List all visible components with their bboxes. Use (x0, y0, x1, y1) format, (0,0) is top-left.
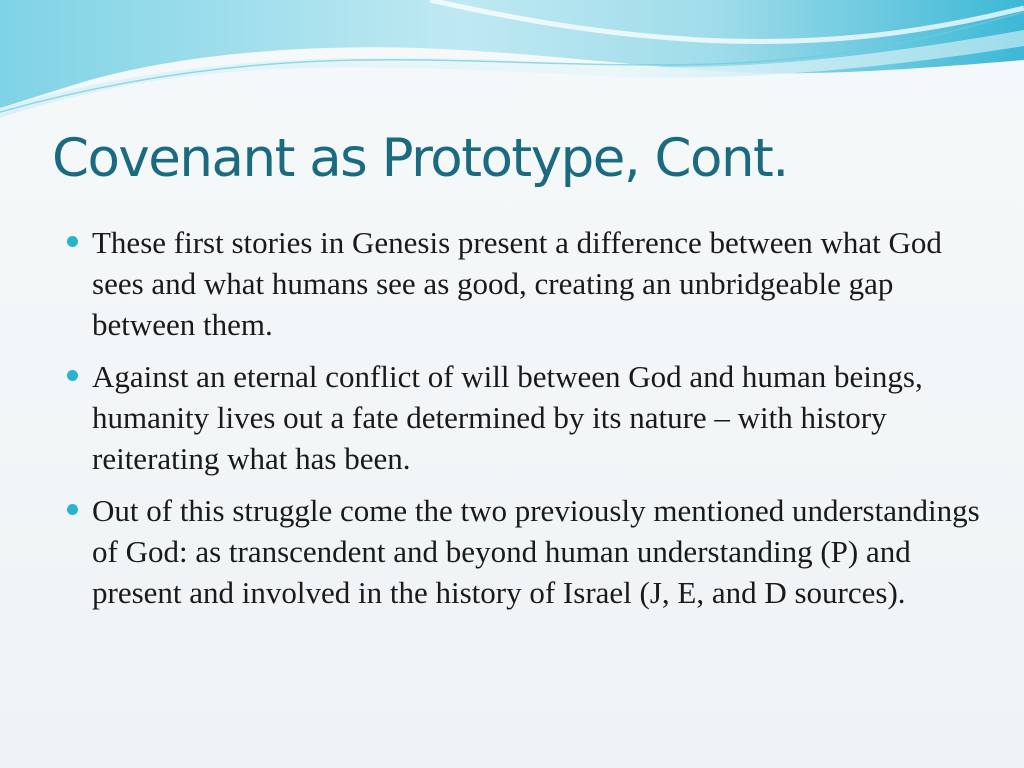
header-wave-decoration (0, 0, 1024, 130)
bullet-text: Against an eternal conflict of will between God and human beings, humanity lives out a fate determined by its nature – with history reiterating what has been. (92, 359, 923, 476)
bullet-dot-icon (67, 370, 78, 381)
bullet-dot-icon (67, 504, 78, 515)
bullet-item (62, 490, 982, 613)
bullet-list (62, 222, 982, 624)
slide-title: Covenant as Prototype, Cont. (52, 128, 788, 189)
bullet-text: Out of this struggle come the two previously mentioned understandings of God: as transcendent and beyond human understanding (P) and present and involved in the history of Israel (J, E, and D sources). (92, 493, 980, 610)
bullet-dot-icon (67, 236, 78, 247)
bullet-item (62, 356, 982, 479)
bullet-text: These first stories in Genesis present a difference between what God sees and what humans see as good, creating an unbridgeable gap between them. (92, 225, 942, 342)
bullet-item (62, 222, 982, 345)
